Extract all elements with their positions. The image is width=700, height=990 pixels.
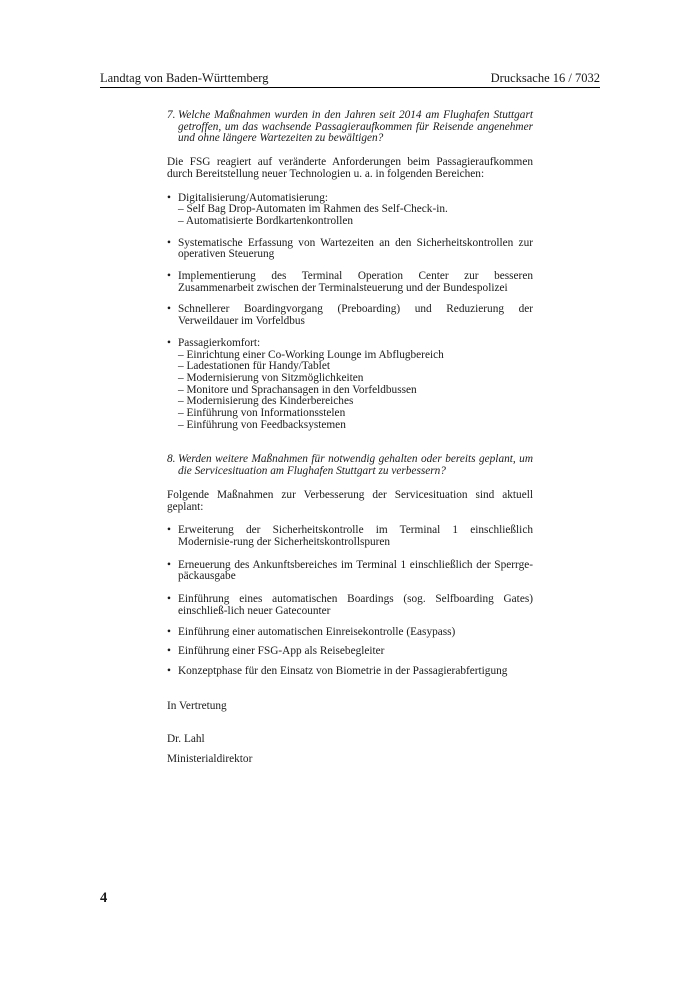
bullet-icon: •: [167, 191, 171, 204]
list-item: [167, 238, 533, 261]
list-item: [167, 646, 533, 658]
bullet-icon: •: [167, 336, 171, 349]
bullet-icon: •: [167, 625, 171, 638]
bullet-icon: •: [167, 664, 171, 677]
sub-item: – Einführung von Feedbacksystemen: [178, 418, 346, 431]
page-number: 4: [100, 890, 108, 906]
list-item-label: Passagierkomfort:: [178, 336, 261, 349]
question-7: [167, 110, 533, 145]
list-item-label: Systematische Erfassung von Wartezeiten an den Sicherheitskontrollen zur operativen Steuerung: [178, 236, 533, 261]
list-item-label: Einführung eines automatischen Boardings (sog. Selfboarding Gates) einschließ-lich neuer Gatecounter: [178, 593, 533, 617]
answer-7-intro: Die FSG reagiert auf veränderte Anforderungen beim Passagieraufkommen durch Bereitstellung neuer Technologien u. a. in folgenden Bereichen:: [167, 156, 533, 180]
sub-item: – Einführung von Informationsstelen: [178, 407, 346, 420]
sub-item: – Self Bag Drop-Automaten im Rahmen des Self-Check-in.: [178, 203, 448, 216]
bullet-icon: •: [167, 524, 171, 537]
question-number: 8.: [167, 453, 176, 466]
list-item-label: Digitalisierung/Automatisierung:: [178, 191, 328, 204]
bullet-icon: •: [167, 303, 171, 316]
sub-item: – Automatisierte Bordkartenkontrollen: [178, 214, 354, 227]
sub-item: – Monitore und Sprachansagen in den Vorfeldbussen: [178, 383, 417, 396]
signatory-name: Dr. Lahl: [167, 733, 205, 746]
question-text: Werden weitere Maßnahmen für notwendig gehalten oder bereits geplant, um die Servicesituation am Flughafen Stuttgart zu verbessern?: [178, 453, 533, 478]
list-item: [167, 594, 533, 617]
sub-item: – Einrichtung einer Co-Working Lounge im Abflugbereich: [178, 348, 444, 361]
header-document-number: Drucksache 16 / 7032: [490, 71, 600, 85]
list-item-label: Erweiterung der Sicherheitskontrolle im Terminal 1 einschließlich Modernisie-rung der Sicherheitskontrollspuren: [178, 524, 533, 548]
list-item-label: Erneuerung des Ankunftsbereiches im Terminal 1 einschließlich der Sperrge-päckausgabe: [178, 558, 533, 583]
bullet-icon: •: [167, 270, 171, 283]
list-item: [167, 338, 533, 432]
question-8: [167, 454, 533, 477]
list-item: [167, 193, 533, 228]
bullet-icon: •: [167, 593, 171, 606]
document-body: [167, 110, 533, 766]
list-item: [167, 560, 533, 583]
sub-item: – Ladestationen für Handy/Tablet: [178, 360, 330, 373]
closing-representation: In Vertretung: [167, 699, 227, 712]
signatory-title: Ministerialdirektor: [167, 753, 253, 766]
answer-8-list: [167, 525, 533, 677]
bullet-icon: •: [167, 645, 171, 658]
question-number: 7.: [167, 109, 176, 121]
header-parliament: Landtag von Baden-Württemberg: [100, 71, 269, 85]
question-text: Welche Maßnahmen wurden in den Jahren seit 2014 am Flughafen Stuttgart getroffen, um das wachsende Passagieraufkommen für Reisende angenehmer und ohne längere Wartezeiten zu bewältigen?: [178, 109, 533, 145]
list-item: [167, 271, 533, 294]
list-item: [167, 666, 533, 678]
list-item-label: Einführung einer FSG-App als Reisebegleiter: [178, 645, 385, 658]
sub-item: – Modernisierung von Sitzmöglichkeiten: [178, 371, 364, 384]
sub-item: – Modernisierung des Kinderbereiches: [178, 395, 354, 408]
bullet-icon: •: [167, 236, 171, 249]
answer-8-intro: Folgende Maßnahmen zur Verbesserung der Servicesituation sind aktuell geplant:: [167, 488, 533, 513]
list-item: [167, 304, 533, 327]
list-item: [167, 627, 533, 639]
header-rule: [100, 87, 600, 88]
list-item-label: Implementierung des Terminal Operation Center zur besseren Zusammenarbeit zwischen der Terminalsteuerung und der Bundespolizei: [178, 270, 533, 294]
list-item-label: Schnellerer Boardingvorgang (Preboarding) und Reduzierung der Verweildauer im Vorfeldbus: [178, 303, 533, 328]
list-item-label: Konzeptphase für den Einsatz von Biometrie in der Passagierabfertigung: [178, 664, 508, 677]
answer-7-list: [167, 193, 533, 432]
list-item: [167, 525, 533, 548]
bullet-icon: •: [167, 558, 171, 571]
list-item-label: Einführung einer automatischen Einreisekontrolle (Easypass): [178, 625, 456, 638]
